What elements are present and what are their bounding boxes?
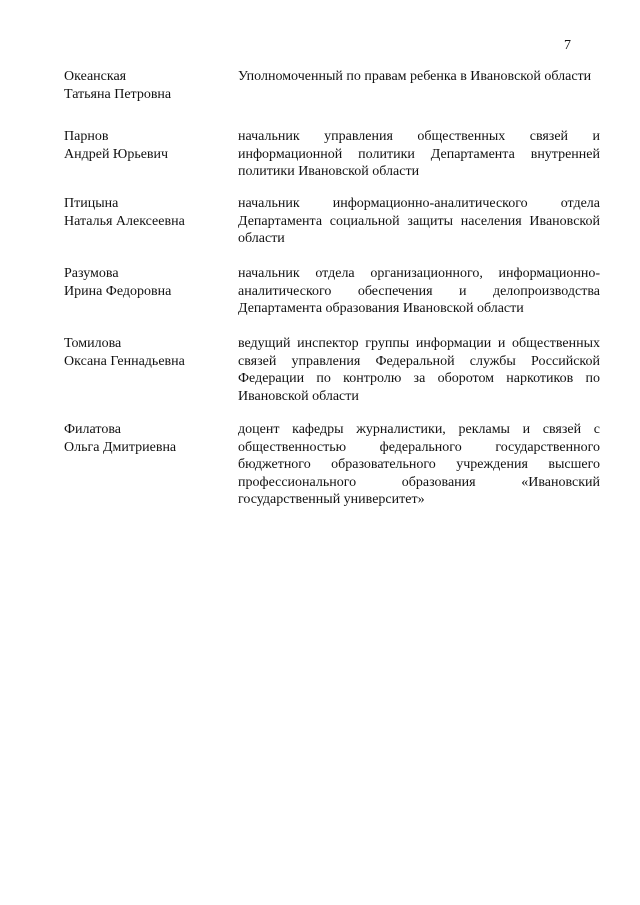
position-description: начальник отдела организационного, информационно-аналитического обеспечения и делопроизводства Департамента образования Ивановской области xyxy=(238,266,600,316)
list-item xyxy=(64,68,600,128)
list-item xyxy=(64,195,600,265)
person-name xyxy=(64,265,234,335)
position-description: начальник информационно-аналитического отдела Департамента социальной защиты населения Ивановской области xyxy=(238,196,600,246)
person-name xyxy=(64,128,234,195)
list-item xyxy=(64,128,600,195)
list-item xyxy=(64,265,600,335)
page-number: 7 xyxy=(564,38,571,53)
surname: Разумова xyxy=(64,266,119,281)
surname: Океанская xyxy=(64,69,127,84)
given-names: Наталья Алексеевна xyxy=(64,213,185,229)
person-name xyxy=(64,335,234,421)
given-names: Татьяна Петровна xyxy=(64,86,172,102)
surname: Птицына xyxy=(64,196,119,211)
given-names: Андрей Юрьевич xyxy=(64,146,169,162)
position-description: начальник управления общественных связей и информационной политики Департамента внутренней политики Ивановской области xyxy=(238,129,600,179)
given-names: Ирина Федоровна xyxy=(64,283,172,299)
surname: Филатова xyxy=(64,422,121,437)
surname: Томилова xyxy=(64,336,122,351)
position-description: ведущий инспектор группы информации и общественных связей управления Федеральной службы Российской Федерации по контролю за оборотом наркотиков по Ивановской области xyxy=(238,336,600,404)
position-description: доцент кафедры журналистики, рекламы и связей с общественностью федерального государственного бюджетного образовательного учреждения высшего профессионального образования «Ивановский государственный университет» xyxy=(238,422,600,507)
position-description: Уполномоченный по правам ребенка в Ивановской области xyxy=(238,69,592,84)
members-list xyxy=(64,68,600,521)
person-name xyxy=(64,421,234,521)
given-names: Ольга Дмитриевна xyxy=(64,439,177,455)
list-item xyxy=(64,421,600,521)
list-item xyxy=(64,335,600,421)
surname: Парнов xyxy=(64,129,109,144)
person-name xyxy=(64,68,234,128)
person-name xyxy=(64,195,234,265)
given-names: Оксана Геннадьевна xyxy=(64,353,185,369)
